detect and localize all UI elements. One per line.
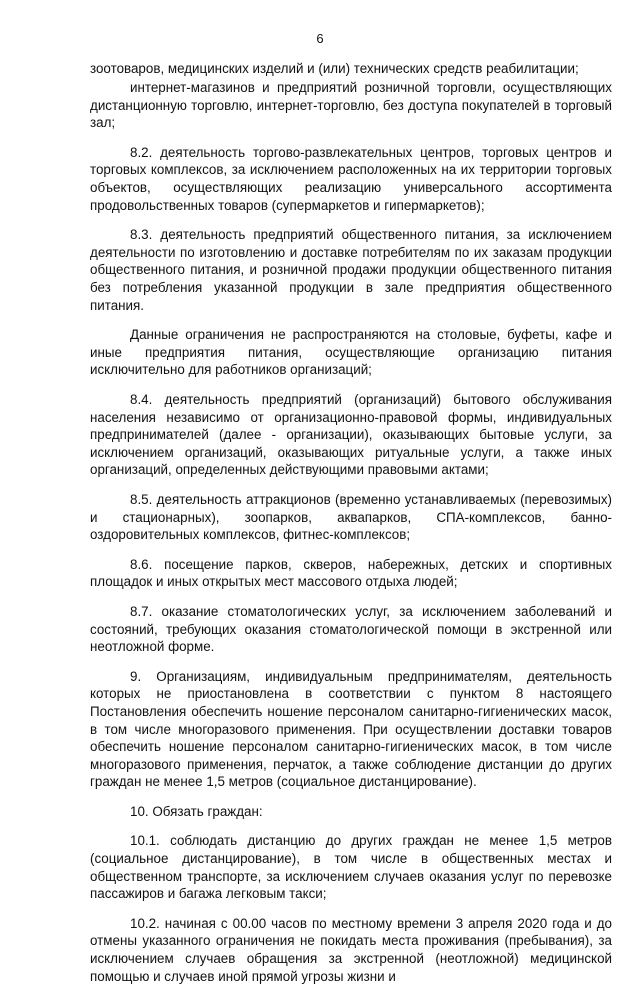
paragraph-8-4: 8.4. деятельность предприятий (организаций) бытового обслуживания населения независимо от организационно-правовой формы, индивидуальных предпринимателей (далее - организации), оказывающих бытовые услуги, за исключением организаций, оказывающих ритуальные услуги, а также иных организаций, определенных действующими правовыми актами;	[90, 392, 612, 478]
paragraph-8-5: 8.5. деятельность аттракционов (временно устанавливаемых (перевозимых) и стационарных), зоопарков, аквапарков, СПА-комплексов, банно-оздоровительных комплексов, фитнес-комплексов;	[90, 491, 612, 543]
paragraph-8-7: 8.7. оказание стоматологических услуг, за исключением заболеваний и состояний, требующих оказания стоматологической помощи в экстренной или неотложной форме.	[90, 603, 612, 655]
paragraph-10-2: 10.2. начиная с 00.00 часов по местному времени 3 апреля 2020 года и до отмены указанного ограничения не покидать места проживания (пребывания), за исключением случаев обращения за экстренной (неотложной) медицинской помощью и случаев иной прямой угрозы жизни и	[90, 915, 612, 984]
paragraph-8-6: 8.6. посещение парков, скверов, набережных, детских и спортивных площадок и иных открытых мест массового отдыха людей;	[90, 556, 612, 590]
paragraph-internet-shops: интернет-магазинов и предприятий розничной торговли, осуществляющих дистанционную торговлю, интернет-торговлю, без доступа покупателей в торговый зал;	[90, 80, 612, 131]
paragraph-10-1: 10.1. соблюдать дистанцию до других граждан не менее 1,5 метров (социальное дистанцирование), в том числе в общественных местах и общественном транспорте, за исключением случаев оказания услуг по перевозке пассажиров и багажа легковым такси;	[90, 833, 612, 902]
paragraph-9: 9. Организациям, индивидуальным предпринимателям, деятельность которых не приостановлена в соответствии с пунктом 8 настоящего Постановления обеспечить ношение персоналом санитарно-гигиенических масок, в том числе многоразового применения. При осуществлении доставки товаров обеспечить ношение персоналом санитарно-гигиенических масок, в том числе многоразового применения, перчаток, а также соблюдение дистанции до других граждан не менее 1,5 метров (социальное дистанцирование).	[90, 668, 612, 790]
paragraph-10: 10. Обязать граждан:	[130, 803, 263, 819]
paragraph-8-2: 8.2. деятельность торгово-развлекательных центров, торговых центров и торговых комплексов, за исключением расположенных на их территории торговых объектов, осуществляющих реализацию универсального ассортимента продовольственных товаров (супермаркетов и гипермаркетов);	[90, 144, 612, 213]
paragraph-continuation: зоотоваров, медицинских изделий и (или) технических средств реабилитации;	[90, 61, 579, 76]
paragraph-exceptions: Данные ограничения не распространяются на столовые, буфеты, кафе и иные предприятия питания, осуществляющие организацию питания исключительно для работников организаций;	[90, 327, 612, 378]
paragraph-8-3: 8.3. деятельность предприятий общественного питания, за исключением деятельности по изготовлению и доставке потребителям по их заказам продукции общественного питания, и розничной продажи продукции общественного питания без потребления указанной продукции в зале предприятия общественного питания.	[90, 227, 612, 313]
page-number: 6	[316, 31, 324, 46]
document-body	[90, 60, 612, 987]
